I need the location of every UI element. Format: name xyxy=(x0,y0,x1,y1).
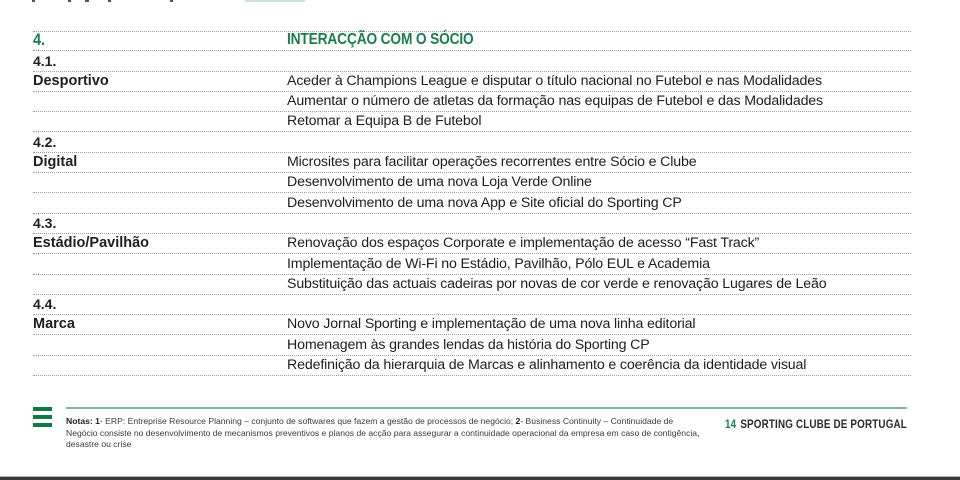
table-row xyxy=(33,193,911,213)
group-number-row xyxy=(33,214,911,234)
table-row xyxy=(33,153,911,173)
objective-item: Redefinição da hierarquia de Marcas e alinhamento e coerência da identidade visual xyxy=(287,357,807,374)
table-row xyxy=(33,92,911,112)
objective-item: Implementação de Wi-Fi no Estádio, Pavilhão, Pólo EUL e Academia xyxy=(287,255,710,272)
table-row xyxy=(33,254,911,274)
objective-item: Homenagem às grandes lendas da história do Sporting CP xyxy=(287,336,650,353)
page-footer-label xyxy=(725,417,907,431)
notes-label: Notas: xyxy=(66,416,93,426)
group-number-row xyxy=(33,295,911,315)
group-number-row xyxy=(33,51,911,71)
note-1-number: 1 xyxy=(95,416,100,426)
viewer-bottom-bar xyxy=(0,476,960,480)
page-number: 14 xyxy=(724,417,737,431)
group-number: 4.3. xyxy=(33,214,57,231)
group-number: 4.2. xyxy=(33,133,57,150)
group-label: Marca xyxy=(33,316,75,333)
cropped-previous-content xyxy=(30,0,270,3)
group-number: 4.1. xyxy=(33,52,57,69)
footnotes xyxy=(66,416,706,451)
group-number-row xyxy=(33,132,911,152)
table-row xyxy=(33,335,911,355)
publication-name: SPORTING CLUBE DE PORTUGAL xyxy=(740,417,907,431)
objective-item: Retomar a Equipa B de Futebol xyxy=(287,113,482,130)
section-number: 4. xyxy=(33,30,45,50)
objectives-table xyxy=(33,31,911,376)
objective-item: Aceder à Champions League e disputar o título nacional no Futebol e nas Modalidades xyxy=(287,72,822,89)
objective-item: Substituição das actuais cadeiras por novas de cor verde e renovação Lugares de Leão xyxy=(287,275,827,292)
objective-item: Aumentar o número de atletas da formação nas equipas de Futebol e das Modalidades xyxy=(287,93,823,110)
table-row xyxy=(33,72,911,92)
section-header-row xyxy=(33,31,911,51)
table-row xyxy=(33,234,911,254)
note-1-text: - ERP: Entreprise Resource Planning – conjunto de softwares que fazem a gestão de processos de negócio; xyxy=(99,416,516,426)
footer-divider xyxy=(66,407,907,409)
group-label: Digital xyxy=(33,154,78,171)
table-row xyxy=(33,112,911,132)
section-title: INTERACÇÃO COM O SÓCIO xyxy=(287,31,474,49)
objective-item: Desenvolvimento de uma nova App e Site oficial do Sporting CP xyxy=(287,194,682,211)
note-2-text: - Business Continuity – Continuidade de Negócio consiste no desenvolvimento de mecanismos preventivos e planos de acção para assegurar a continuidade operacional da empresa em caso de contigência, desastre ou crise xyxy=(66,416,700,450)
objective-item: Novo Jornal Sporting e implementação de uma nova linha editorial xyxy=(287,316,696,333)
menu-bars-icon xyxy=(33,407,52,428)
objective-item: Desenvolvimento de uma nova Loja Verde Online xyxy=(287,174,592,191)
table-row xyxy=(33,315,911,335)
group-label: Desportivo xyxy=(33,72,109,89)
objective-item: Renovação dos espaços Corporate e implementação de acesso “Fast Track” xyxy=(287,235,760,252)
table-row xyxy=(33,173,911,193)
group-label: Estádio/Pavilhão xyxy=(33,235,150,252)
note-2-number: 2 xyxy=(515,416,521,426)
objective-item: Microsites para facilitar operações recorrentes entre Sócio e Clube xyxy=(287,154,697,171)
table-row xyxy=(33,275,911,295)
table-row xyxy=(33,356,911,376)
group-number: 4.4. xyxy=(33,296,57,313)
